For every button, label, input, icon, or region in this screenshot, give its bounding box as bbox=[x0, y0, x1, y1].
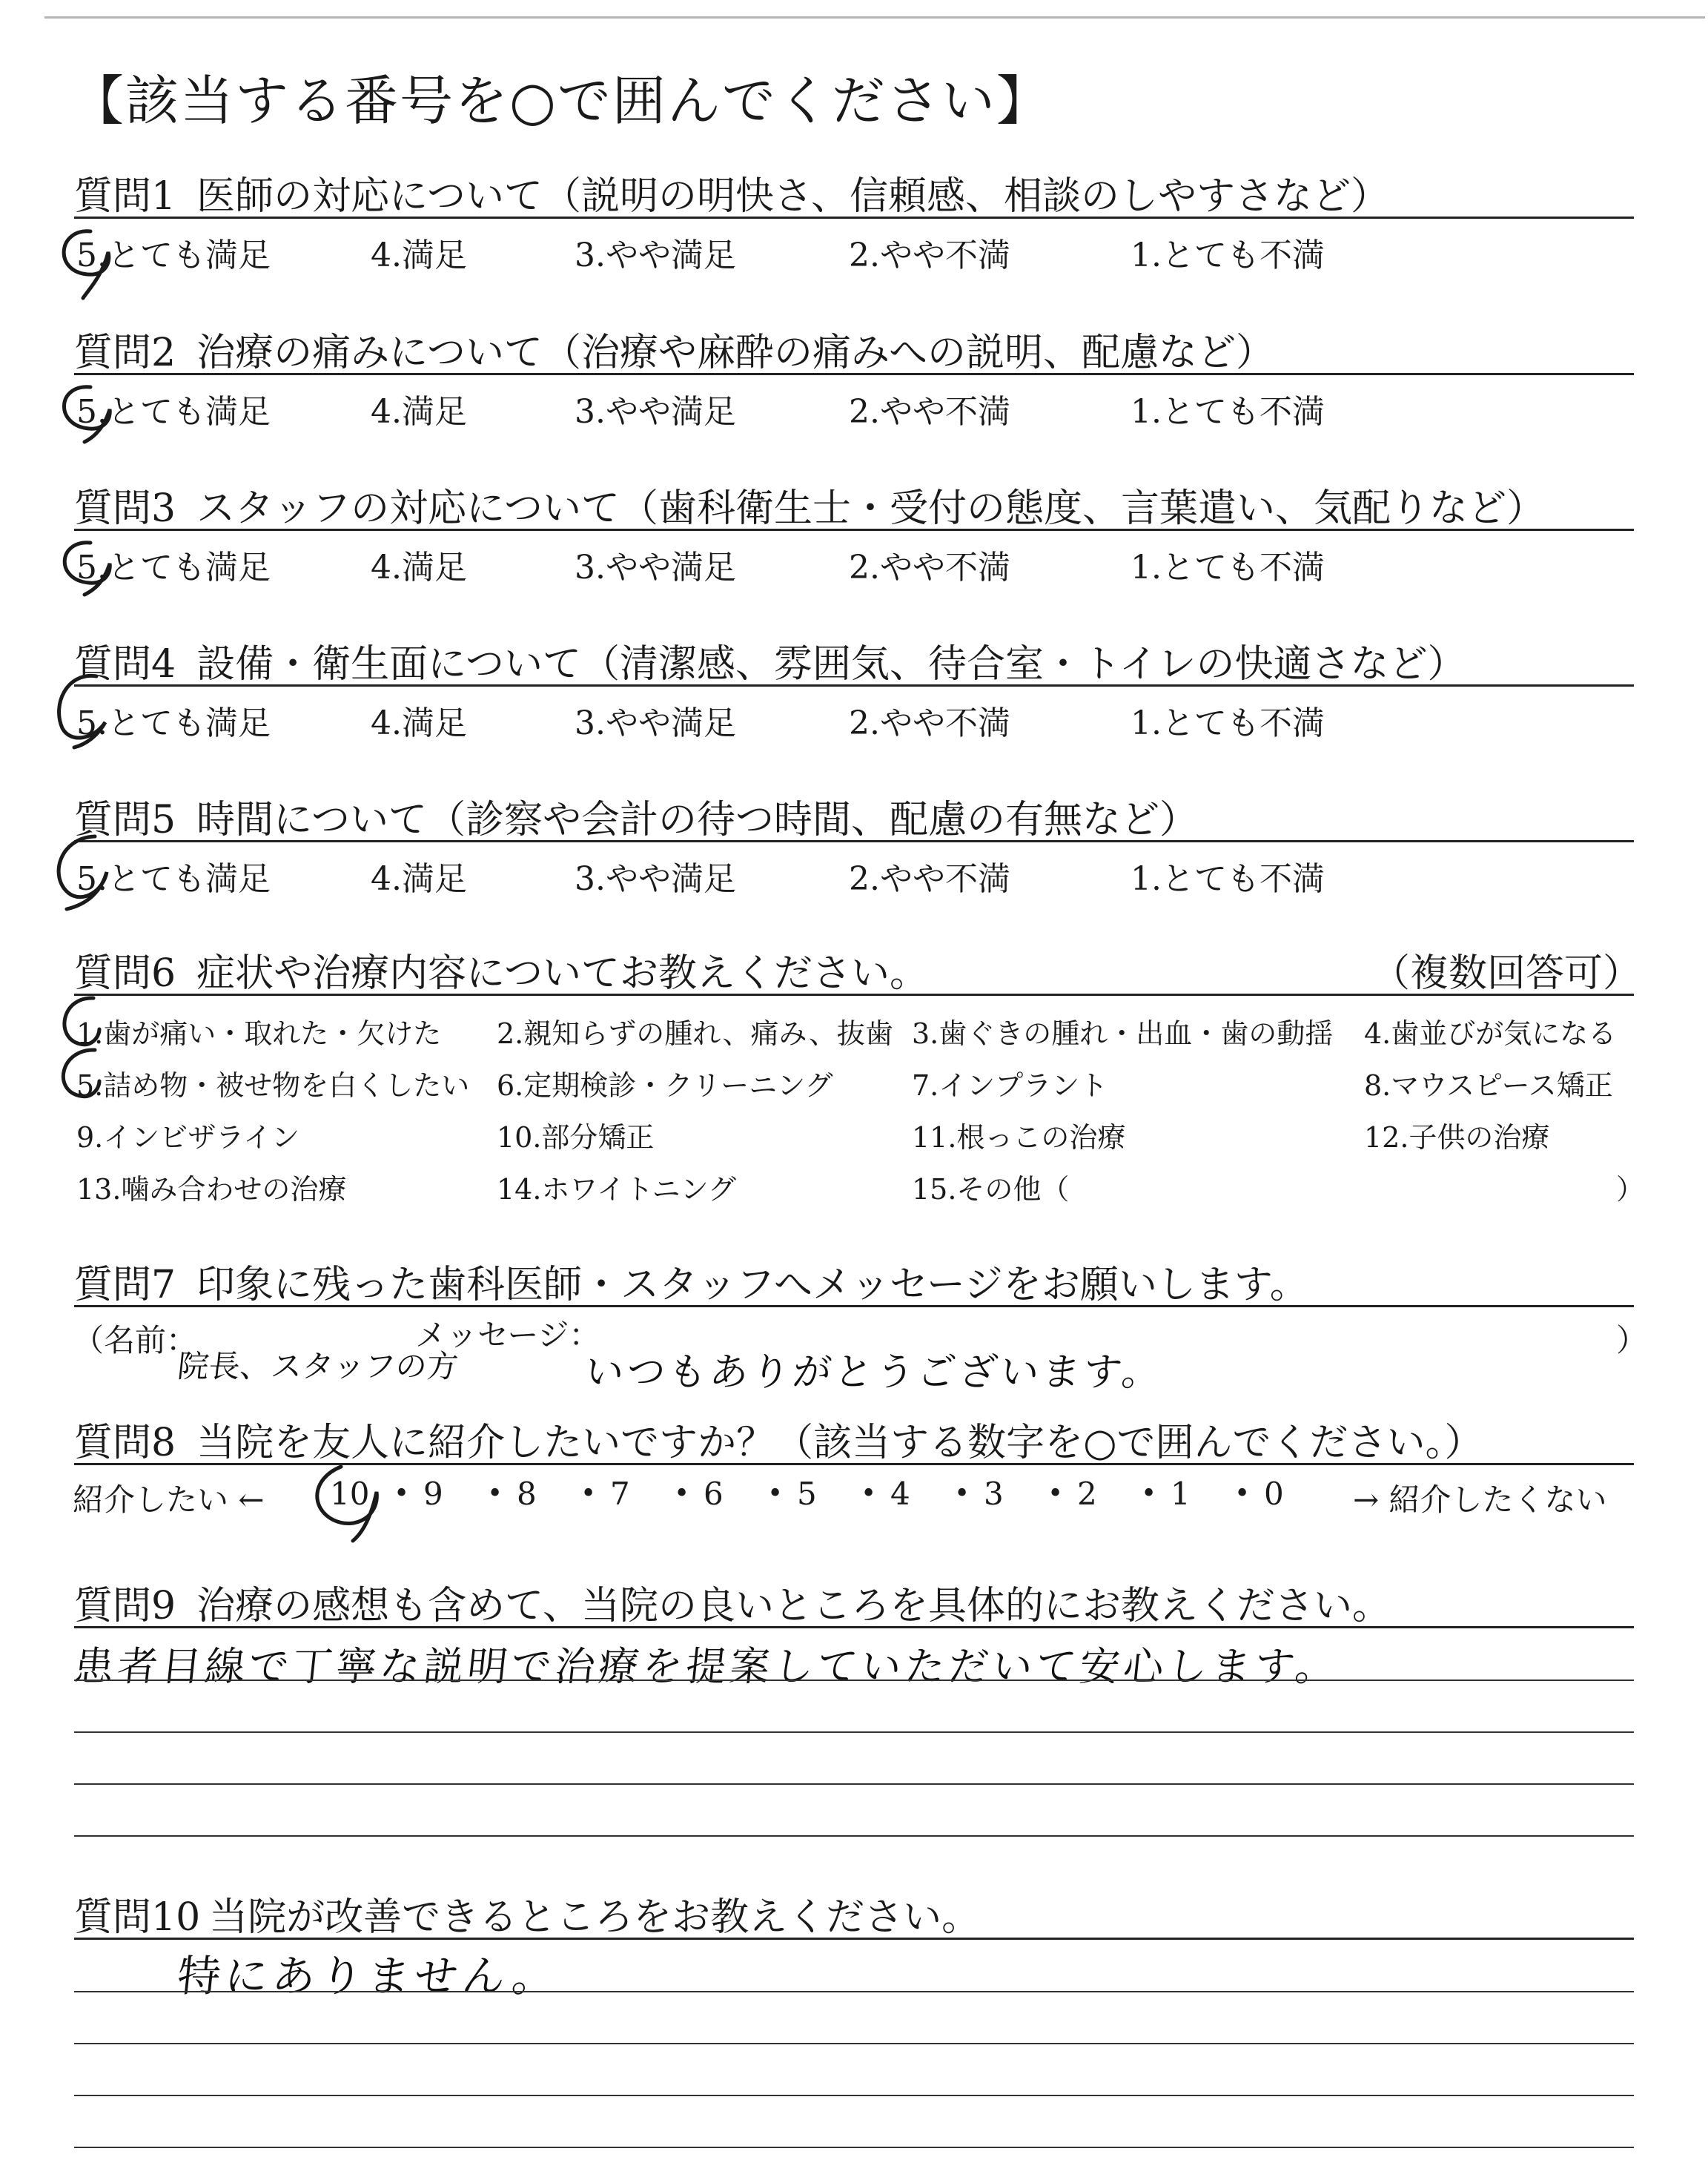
q3-number: 質問3 bbox=[74, 486, 176, 531]
q8-right-label: → 紹介したくない bbox=[1353, 1482, 1607, 1518]
q2-option-5[interactable]: 5.とても満足 bbox=[76, 393, 271, 431]
q8-scale-option-3[interactable]: 3 bbox=[984, 1476, 1004, 1512]
q10-answer-line-3 bbox=[74, 2095, 1634, 2096]
q5-number: 質問5 bbox=[74, 798, 176, 842]
q4-option-2[interactable]: 2.やや不満 bbox=[849, 704, 1010, 742]
q5-rule bbox=[74, 840, 1634, 842]
q2-text: 治療の痛みについて（治療や麻酔の痛みへの説明、配慮など） bbox=[196, 331, 1275, 375]
q7-name-label: （名前： bbox=[73, 1322, 198, 1358]
q4-option-4[interactable]: 4.満足 bbox=[371, 704, 467, 742]
q9-text: 治療の感想も含めて、当院の良いところを具体的にお教えください。 bbox=[196, 1584, 1391, 1628]
q4-text: 設備・衛生面について（清潔感、雰囲気、待合室・トイレの快適さなど） bbox=[196, 642, 1466, 687]
q4-option-1[interactable]: 1.とても不満 bbox=[1131, 704, 1325, 742]
q10-text: 当院が改善できるところをお教えください。 bbox=[209, 1895, 981, 1940]
q6-option-12[interactable]: 12.子供の治療 bbox=[1364, 1121, 1550, 1154]
q2-option-3[interactable]: 3.やや満足 bbox=[575, 393, 736, 431]
q6-option-5[interactable]: 5.詰め物・被せ物を白くしたい bbox=[76, 1069, 470, 1102]
q6-option-10[interactable]: 10.部分矯正 bbox=[497, 1121, 655, 1154]
q6-option-13[interactable]: 13.噛み合わせの治療 bbox=[76, 1173, 347, 1206]
q6-option-15[interactable]: 15.その他（ bbox=[912, 1173, 1070, 1206]
q10-answer-line-2 bbox=[74, 2043, 1634, 2044]
q6-option-9[interactable]: 9.インビザライン bbox=[76, 1121, 300, 1154]
q7-message-label: メッセージ： bbox=[415, 1317, 600, 1353]
q8-scale-option-9[interactable]: 9 bbox=[423, 1476, 443, 1512]
q8-number: 質問8 bbox=[74, 1421, 176, 1465]
q5-title bbox=[74, 788, 1198, 844]
q5-text: 時間について（診察や会計の待つ時間、配慮の有無など） bbox=[196, 798, 1199, 842]
q1-option-5[interactable]: 5.とても満足 bbox=[76, 237, 271, 274]
q3-option-5[interactable]: 5.とても満足 bbox=[76, 549, 271, 587]
q7-name-answer[interactable]: 院長、スタッフの方 bbox=[176, 1348, 460, 1384]
q7-close-paren: ） bbox=[1616, 1322, 1648, 1358]
q8-scale-separator: • bbox=[580, 1479, 597, 1509]
q6-rule bbox=[74, 994, 1634, 996]
q8-rule bbox=[74, 1463, 1634, 1465]
q1-option-1[interactable]: 1.とても不満 bbox=[1131, 237, 1325, 274]
q4-option-5[interactable]: 5.とても満足 bbox=[76, 704, 271, 742]
q9-answer-line-1 bbox=[74, 1680, 1634, 1681]
q8-scale-option-5[interactable]: 5 bbox=[797, 1476, 817, 1512]
q10-number: 質問10 bbox=[74, 1895, 201, 1940]
q4-title bbox=[74, 633, 1466, 688]
q5-option-1[interactable]: 1.とても不満 bbox=[1131, 860, 1325, 898]
q7-message-answer[interactable]: いつもありがとうございます。 bbox=[583, 1350, 1166, 1395]
q6-option-11[interactable]: 11.根っこの治療 bbox=[912, 1121, 1126, 1154]
q10-answer[interactable]: 特にありません。 bbox=[174, 1951, 563, 2001]
q9-answer-line-2 bbox=[74, 1731, 1634, 1733]
q8-scale-option-4[interactable]: 4 bbox=[890, 1476, 910, 1512]
q8-scale-option-6[interactable]: 6 bbox=[704, 1476, 724, 1512]
q10-title bbox=[74, 1886, 980, 1941]
top-border bbox=[44, 16, 1705, 19]
q8-left-label: 紹介したい ← bbox=[73, 1482, 265, 1518]
q10-answer-line-4 bbox=[74, 2147, 1634, 2148]
q8-scale-separator: • bbox=[394, 1479, 410, 1509]
q2-rule bbox=[74, 373, 1634, 375]
q9-title bbox=[74, 1574, 1391, 1630]
q8-scale-option-8[interactable]: 8 bbox=[517, 1476, 537, 1512]
q9-answer[interactable]: 患者目線で丁寧な説明で治療を提案していただいて安心します。 bbox=[71, 1643, 1342, 1690]
q6-number: 質問6 bbox=[74, 951, 176, 996]
q6-note: （複数回答可） bbox=[1371, 951, 1642, 996]
q6-option-2[interactable]: 2.親知らずの腫れ、痛み、抜歯 bbox=[497, 1017, 893, 1050]
q10-rule bbox=[74, 1938, 1634, 1940]
q6-option-1[interactable]: 1.歯が痛い・取れた・欠けた bbox=[76, 1017, 442, 1050]
q1-option-4[interactable]: 4.満足 bbox=[371, 237, 467, 274]
q8-scale-option-10[interactable]: 10 bbox=[330, 1476, 370, 1512]
q3-option-3[interactable]: 3.やや満足 bbox=[575, 549, 736, 587]
q6-text: 症状や治療内容についてお教えください。 bbox=[196, 951, 929, 996]
q8-scale-separator: • bbox=[1047, 1479, 1064, 1509]
q8-scale-separator: • bbox=[487, 1479, 503, 1509]
q8-scale-separator: • bbox=[954, 1479, 970, 1509]
q9-rule bbox=[74, 1626, 1634, 1628]
q3-title bbox=[74, 477, 1545, 532]
q6-option-7[interactable]: 7.インプラント bbox=[912, 1069, 1108, 1102]
q7-title bbox=[74, 1253, 1308, 1309]
q8-scale-separator: • bbox=[767, 1479, 784, 1509]
q3-text: スタッフの対応について（歯科衛生士・受付の態度、言葉遣い、気配りなど） bbox=[196, 486, 1546, 531]
q4-option-3[interactable]: 3.やや満足 bbox=[575, 704, 736, 742]
q8-scale-separator: • bbox=[1141, 1479, 1157, 1509]
q2-title bbox=[74, 321, 1274, 377]
q8-scale-option-2[interactable]: 2 bbox=[1077, 1476, 1097, 1512]
q4-rule bbox=[74, 684, 1634, 687]
q10-answer-line-1 bbox=[74, 1991, 1634, 1992]
q6-other-close-paren: ） bbox=[1616, 1173, 1645, 1206]
q8-scale-option-7[interactable]: 7 bbox=[610, 1476, 630, 1512]
q8-text: 当院を友人に紹介したいですか？（該当する数字を○で囲んでください。） bbox=[196, 1421, 1483, 1465]
q9-answer-line-4 bbox=[74, 1835, 1634, 1837]
q5-option-3[interactable]: 3.やや満足 bbox=[575, 860, 736, 898]
q5-option-2[interactable]: 2.やや不満 bbox=[849, 860, 1010, 898]
q4-number: 質問4 bbox=[74, 642, 176, 687]
q1-option-3[interactable]: 3.やや満足 bbox=[575, 237, 736, 274]
q3-option-1[interactable]: 1.とても不満 bbox=[1131, 549, 1325, 587]
q3-option-2[interactable]: 2.やや不満 bbox=[849, 549, 1010, 587]
q9-number: 質問9 bbox=[74, 1584, 176, 1628]
q2-option-2[interactable]: 2.やや不満 bbox=[849, 393, 1010, 431]
q8-scale-option-0[interactable]: 0 bbox=[1264, 1476, 1284, 1512]
q1-rule bbox=[74, 217, 1634, 219]
q3-rule bbox=[74, 529, 1634, 531]
q5-option-4[interactable]: 4.満足 bbox=[371, 860, 467, 898]
form-header: 【該当する番号を○で囲んでください】 bbox=[70, 70, 1051, 132]
q6-option-6[interactable]: 6.定期検診・クリーニング bbox=[497, 1069, 833, 1102]
q8-title bbox=[74, 1411, 1483, 1467]
q8-scale-option-1[interactable]: 1 bbox=[1171, 1476, 1191, 1512]
q2-option-1[interactable]: 1.とても不満 bbox=[1131, 393, 1325, 431]
q1-title bbox=[74, 165, 1389, 220]
q2-number: 質問2 bbox=[74, 331, 176, 375]
q6-option-3[interactable]: 3.歯ぐきの腫れ・出血・歯の動揺 bbox=[912, 1017, 1334, 1050]
q7-number: 質問7 bbox=[74, 1263, 176, 1307]
q3-option-4[interactable]: 4.満足 bbox=[371, 549, 467, 587]
q6-option-14[interactable]: 14.ホワイトニング bbox=[497, 1173, 737, 1206]
q8-scale-separator: • bbox=[861, 1479, 877, 1509]
q9-answer-line-3 bbox=[74, 1783, 1634, 1785]
q6-title bbox=[74, 942, 928, 997]
q8-scale-separator: • bbox=[1234, 1479, 1251, 1509]
q7-text: 印象に残った歯科医師・スタッフへメッセージをお願いします。 bbox=[196, 1263, 1308, 1307]
q1-text: 医師の対応について（説明の明快さ、信頼感、相談のしやすさなど） bbox=[196, 174, 1389, 219]
q5-option-5[interactable]: 5.とても満足 bbox=[76, 860, 271, 898]
q6-option-8[interactable]: 8.マウスピース矯正 bbox=[1364, 1069, 1613, 1102]
q7-rule bbox=[74, 1305, 1634, 1307]
q1-number: 質問1 bbox=[74, 174, 176, 219]
q1-option-2[interactable]: 2.やや不満 bbox=[849, 237, 1010, 274]
q8-scale-separator: • bbox=[674, 1479, 690, 1509]
q6-option-4[interactable]: 4.歯並びが気になる bbox=[1364, 1017, 1617, 1050]
q2-option-4[interactable]: 4.満足 bbox=[371, 393, 467, 431]
